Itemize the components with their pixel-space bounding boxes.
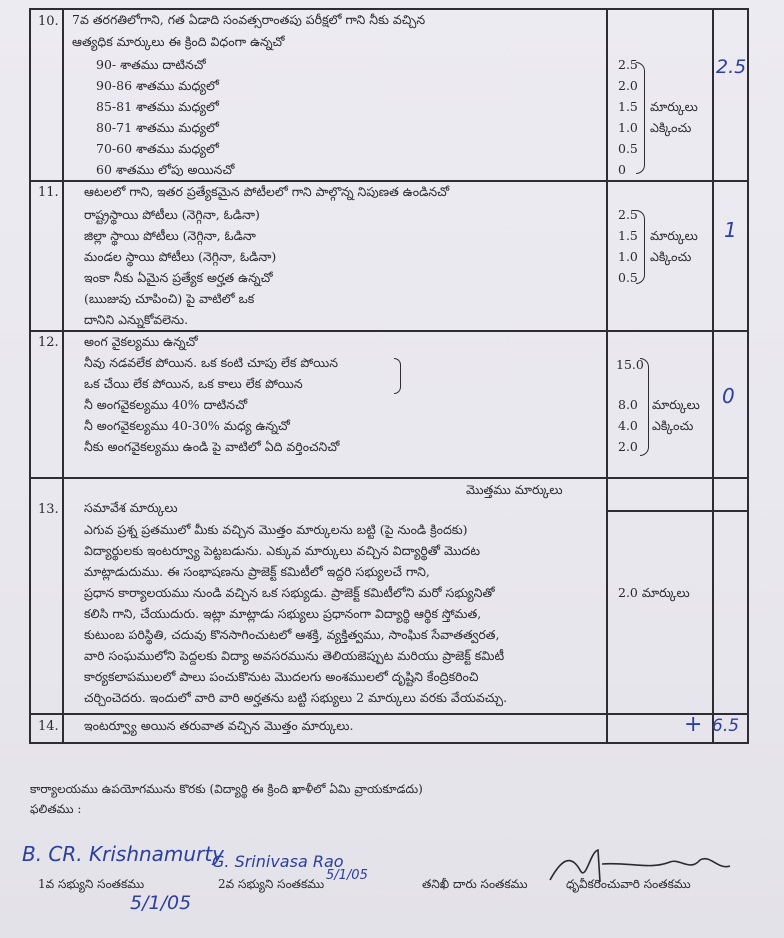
- row-10-mark: 0: [618, 162, 626, 177]
- row-10-item: 70-60 శాతము మధ్యలో: [96, 141, 219, 156]
- signature-member-2: G. Srinivasa Rao: [212, 852, 344, 871]
- row-13-paragraph-line: ప్రధాన కార్యాలయము నుండి వచ్చిన ఒక సభ్యుడు. ప్రాజెక్ట్ కమిటీలోని మరో సభ్యునితో: [84, 585, 495, 600]
- row-10-item: 60 శాతము లోపు అయినచో: [96, 162, 235, 177]
- row-11-item: మండల స్థాయి పోటీలు (నెగ్గినా, ఓడినా): [84, 249, 277, 264]
- row-13-marks: 2.0 మార్కులు: [618, 585, 690, 600]
- signature-member-1: B. CR. Krishnamurty: [22, 842, 224, 866]
- row-12-item: ఒక చేయి లేక పోయిన, ఒక కాలు లేక పోయిన: [84, 376, 303, 391]
- row-12-intro: అంగ వైకల్యము ఉన్నచో: [84, 334, 198, 349]
- row-13-paragraph-line: వారి సంఘములోని పెద్దలకు విద్యా అవసరమును తెలియజెప్పుట మరియు ప్రాజెక్ట్ కమిటీ: [84, 648, 505, 663]
- row-10-item: 85-81 శాతము మధ్యలో: [96, 99, 219, 114]
- table-border-bottom: [29, 742, 749, 744]
- row-12-mark: 2.0: [618, 439, 638, 454]
- row-11-item: జిల్లా స్థాయి పోటీలు (నెగ్గినా, ఓడినా: [84, 228, 256, 243]
- row-13-paragraph-line: కలిసి గాని, చేయుదురు. ఇట్లా మాట్లాడు సభ్యులు ప్రధానంగా విద్యార్థి ఆర్థిక స్తోమత,: [84, 606, 482, 621]
- row-10-number: 10.: [38, 14, 59, 29]
- row-13-number: 13.: [38, 502, 59, 517]
- row-12-item: నీకు అంగవైకల్యము ఉండి పై వాటిలో ఏది వర్తించనిచో: [84, 439, 340, 454]
- row-12-item: నీవు నడవలేక పోయిన. ఒక కంటి చూపు లేక పోయిన: [84, 355, 338, 370]
- row-12-range-label-1: మార్కులు: [652, 397, 700, 412]
- row-14-plus: +: [684, 712, 703, 737]
- sig1-label: 1వ సభ్యుని సంతకము: [38, 877, 145, 891]
- row-11-range-label-1: మార్కులు: [650, 228, 698, 243]
- row-12-brace: [640, 358, 649, 456]
- row-10-mark: 1.0: [618, 120, 638, 135]
- row-12-mark: 15.0: [616, 357, 644, 372]
- row-11-item: ఇంకా నీకు ఏమైన ప్రత్యేక అర్హత ఉన్నచో: [84, 270, 273, 285]
- row-12-mark: 4.0: [618, 418, 638, 433]
- row-10-score: 2.5: [716, 56, 747, 78]
- row-10-mark: 2.0: [618, 78, 638, 93]
- sig2-label: 2వ సభ్యుని సంతకము: [218, 877, 325, 891]
- signature-date-2: 5/1/05: [326, 868, 368, 883]
- row-12-mark: 8.0: [618, 397, 638, 412]
- row-12-item: నీ అంగవైకల్యము 40% దాటినచో: [84, 397, 248, 412]
- row-10-brace: [636, 62, 645, 174]
- row-12-inner-brace: [394, 358, 401, 394]
- row-11-mark: 0.5: [618, 270, 638, 285]
- row-12-item: నీ అంగవైకల్యము 40-30% మధ్య ఉన్నచో: [84, 418, 290, 433]
- row-11-item: దానిని ఎన్నుకోవలెను.: [84, 312, 189, 327]
- row-10-mark: 1.5: [618, 99, 638, 114]
- row-13-paragraph-line: కుటుంబ పరిస్థితి, చదువు కొనసాగించుటలో ఆశక్తి, వ్యక్తిత్వము, సాంఘిక సేవాతత్వరత,: [84, 627, 500, 642]
- row-13-paragraph-line: చర్చించెదరు. ఇందులో వారి వారి అర్హతను బట్టి సభ్యులు 2 మార్కులు వరకు వేయవచ్చు.: [84, 690, 508, 705]
- table-divider-marks: [606, 8, 608, 743]
- sig4-label: ధృవీకరించువారి సంతకము: [566, 877, 691, 891]
- row-12-range-label-2: ఎక్కించు: [652, 418, 694, 433]
- office-use-note: కార్యాలయము ఉపయోగమును కొరకు (విద్యార్థి ఈ క్రింది ఖాళీలో ఏమి వ్రాయకూడదు): [30, 782, 423, 796]
- row-10-item: 90-86 శాతము మధ్యలో: [96, 78, 219, 93]
- row-11-score: 1: [724, 218, 737, 242]
- row-divider-12-13: [29, 477, 749, 479]
- row-10-mark: 0.5: [618, 141, 638, 156]
- row-11-mark: 1.5: [618, 228, 638, 243]
- row-11-item: (ఋజువు చూపించి) పై వాటిలో ఒక: [84, 291, 255, 306]
- row-13-paragraph-line: మాట్లాడుదుము. ఈ సంభాషణను ప్రాజెక్ట్ కమిటీలో ఇద్దరి సభ్యులచే గాని,: [84, 564, 430, 579]
- row-14-text: ఇంటర్వ్యూ అయిన తరువాత వచ్చిన మొత్తం మార్కులు.: [84, 718, 354, 733]
- row-11-number: 11.: [38, 185, 59, 200]
- row-12-number: 12.: [38, 335, 59, 350]
- row-13-paragraph-line: విద్యార్థులకు ఇంటర్వ్యూ పెట్టబడును. ఎక్కువ మార్కులు వచ్చిన విద్యార్థితో మొదట: [84, 543, 481, 558]
- row-10-intro-1: 7వ తరగతిలోగాని, గత ఏడాది సంవత్సరాంతపు పరీక్షలో గాని నీకు వచ్చిన: [72, 12, 426, 27]
- row-12-total-label: మొత్తము మార్కులు: [466, 482, 563, 497]
- row-11-range-label-2: ఎక్కించు: [650, 249, 692, 264]
- row-11-brace: [636, 210, 645, 284]
- row-11-item: రాష్ట్రస్థాయి పోటీలు (నెగ్గినా, ఓడినా): [84, 207, 260, 222]
- row-10-range-label-1: మార్కులు: [650, 99, 698, 114]
- row-11-mark: 2.5: [618, 207, 638, 222]
- table-border-right: [747, 8, 749, 743]
- row-12-score: 0: [722, 384, 735, 408]
- row-10-intro-2: ఆత్యధిక మార్కులు ఈ క్రింది విధంగా ఉన్నచో: [72, 34, 285, 49]
- row-13-paragraph-line: కార్యకలాపములలో పాలు పంచుకొనుట మొదలగు అంశములలో దృష్టిని కేంద్రికరించి: [84, 669, 479, 684]
- row-14-score: 6.5: [712, 716, 740, 736]
- result-label: ఫలితము :: [30, 802, 82, 816]
- row-11-mark: 1.0: [618, 249, 638, 264]
- row-13-paragraph-line: ఎగువ ప్రశ్న ప్రతములో మీకు వచ్చిన మొత్తం మార్కులను బట్టి (పై నుండి క్రిందకు): [84, 522, 468, 537]
- row-10-mark: 2.5: [618, 57, 638, 72]
- row-13-total-divider: [606, 510, 749, 512]
- signature-date-1: 5/1/05: [130, 892, 192, 914]
- row-10-item: 80-71 శాతము మధ్యలో: [96, 120, 219, 135]
- row-14-number: 14.: [38, 719, 59, 734]
- row-11-intro: ఆటలలో గాని, ఇతర ప్రత్యేకమైన పోటీలలో గాని పాల్గొన్న నిపుణత ఉండినచో: [84, 184, 450, 199]
- sig3-label: తనిఖీ దారు సంతకము: [422, 877, 528, 891]
- table-divider-score: [712, 8, 714, 743]
- row-divider-13-14: [29, 713, 749, 715]
- table-border-left: [29, 8, 31, 743]
- row-13-title: సమావేశ మార్కులు: [84, 500, 178, 515]
- table-divider-num: [62, 8, 64, 743]
- row-10-item: 90- శాతము దాటినచో: [96, 57, 206, 72]
- row-10-range-label-2: ఎక్కించు: [650, 120, 692, 135]
